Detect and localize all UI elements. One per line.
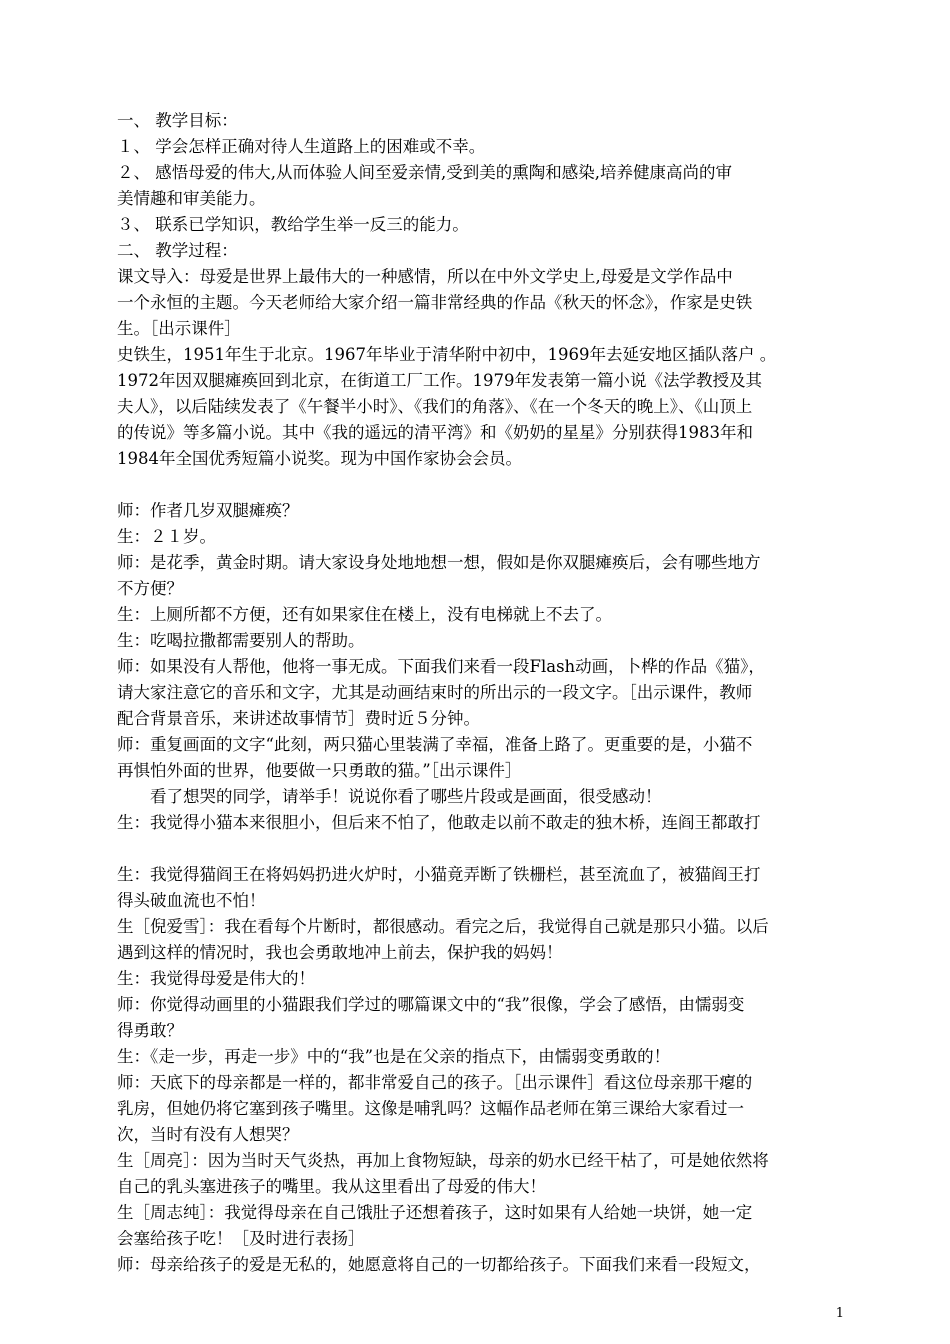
- goal-item-3: ３、 联系已学知识，教给学生举一反三的能力。: [117, 215, 469, 234]
- author-bio-line: 夫人》，以后陆续发表了《午餐半小时》、《我们的角落》、《在一个冬天的晚上》、《山顶上: [117, 397, 753, 416]
- dialogue-line: 遇到这样的情况时，我也会勇敢地冲上前去，保护我的妈妈！: [117, 943, 563, 962]
- dialogue-line: 师：天底下的母亲都是一样的，都非常爱自己的孩子。［出示课件］看这位母亲那干瘪的: [117, 1073, 753, 1092]
- dialogue-line: 得头破血流也不怕！: [117, 891, 266, 910]
- dialogue-line: 师：你觉得动画里的小猫跟我们学过的哪篇课文中的“我”很像，学会了感悟，由懦弱变: [117, 995, 745, 1014]
- dialogue-line: 师：作者几岁双腿瘫痪？: [117, 501, 299, 520]
- dialogue-line: 不方便？: [117, 579, 183, 598]
- dialogue-line: 生［倪爱雪］：我在看每个片断时，都很感动。看完之后，我觉得自己就是那只小猫。以后: [117, 917, 769, 936]
- heading-teaching-process: 二、 教学过程：: [117, 241, 238, 260]
- goal-item-1: １、 学会怎样正确对待人生道路上的困难或不幸。: [117, 137, 486, 156]
- document-body: [117, 108, 839, 1278]
- dialogue-line: 师：是花季，黄金时期。请大家设身处地地想一想，假如是你双腿瘫痪后，会有哪些地方: [117, 553, 761, 572]
- dialogue-line: 生：我觉得猫阎王在将妈妈扔进火炉时，小猫竟弄断了铁栅栏，甚至流血了，被猫阎王打: [117, 865, 761, 884]
- dialogue-line: 自己的乳头塞进孩子的嘴里。我从这里看出了母爱的伟大！: [117, 1177, 546, 1196]
- dialogue-line: 生：《走一步，再走一步》中的“我”也是在父亲的指点下，由懦弱变勇敢的！: [117, 1047, 671, 1066]
- dialogue-line: 生：我觉得小猫本来很胆小，但后来不怕了，他敢走以前不敢走的独木桥，连阎王都敢打: [117, 813, 761, 832]
- dialogue-line: 次，当时有没有人想哭？: [117, 1125, 299, 1144]
- dialogue-line: 看了想哭的同学，请举手！说说你看了哪些片段或是画面，很受感动！: [150, 787, 662, 806]
- dialogue-line: 请大家注意它的音乐和文字，尤其是动画结束时的所出示的一段文字。［出示课件，教师: [117, 683, 753, 702]
- goal-item-2-cont: 美情趣和审美能力。: [117, 189, 266, 208]
- author-bio-line: 的传说》等多篇小说。其中《我的遥远的清平湾》和《奶奶的星星》分别获得1983年和: [117, 423, 753, 442]
- author-bio-line: 1972年因双腿瘫痪回到北京，在街道工厂工作。1979年发表第一篇小说《法学教授及其: [117, 371, 762, 390]
- blank-line: [117, 836, 839, 862]
- goal-item-2: ２、 感悟母爱的伟大,从而体验人间至爱亲情,受到美的熏陶和感染,培养健康高尚的审: [117, 163, 732, 182]
- dialogue-line: 生［周志纯］：我觉得母亲在自己饿肚子还想着孩子，这时如果有人给她一块饼，她一定: [117, 1203, 753, 1222]
- heading-teaching-goals: 一、 教学目标：: [117, 111, 238, 130]
- intro-paragraph-line: 生。［出示课件］: [117, 319, 241, 338]
- dialogue-line: 生：吃喝拉撒都需要别人的帮助。: [117, 631, 365, 650]
- dialogue-line: 师：重复画面的文字“此刻，两只猫心里装满了幸福，准备上路了。更重要的是，小猫不: [117, 735, 753, 754]
- dialogue-line: 生［周亮］：因为当时天气炎热，再加上食物短缺，母亲的奶水已经干枯了，可是她依然将: [117, 1151, 769, 1170]
- dialogue-line: 会塞给孩子吃！［及时进行表扬］: [117, 1229, 365, 1248]
- author-bio-line: 1984年全国优秀短篇小说奖。现为中国作家协会会员。: [117, 449, 522, 468]
- intro-paragraph-line: 一个永恒的主题。今天老师给大家介绍一篇非常经典的作品《秋天的怀念》，作家是史铁: [117, 293, 753, 312]
- author-bio-line: 史铁生，1951年生于北京。1967年毕业于清华附中初中，1969年去延安地区插队落户 。: [117, 345, 777, 364]
- dialogue-line: 生：我觉得母爱是伟大的！: [117, 969, 315, 988]
- dialogue-line: 师：如果没有人帮他，他将一事无成。下面我们来看一段Flash动画，卜桦的作品《猫》，: [117, 657, 765, 676]
- blank-line: [117, 472, 839, 498]
- dialogue-line: 生：２１岁。: [117, 527, 216, 546]
- dialogue-line: 生：上厕所都不方便，还有如果家住在楼上，没有电梯就上不去了。: [117, 605, 612, 624]
- dialogue-line: 配合背景音乐，来讲述故事情节］费时近５分钟。: [117, 709, 480, 728]
- page-number: 1: [835, 1306, 844, 1321]
- dialogue-line: 师：母亲给孩子的爱是无私的，她愿意将自己的一切都给孩子。下面我们来看一段短文，: [117, 1255, 761, 1274]
- dialogue-line: 再惧怕外面的世界，他要做一只勇敢的猫。”［出示课件］: [117, 761, 522, 780]
- dialogue-line: 得勇敢？: [117, 1021, 183, 1040]
- intro-paragraph-line: 课文导入：母爱是世界上最伟大的一种感情，所以在中外文学史上,母爱是文学作品中: [117, 267, 733, 286]
- dialogue-line: 乳房，但她仍将它塞到孩子嘴里。这像是哺乳吗？这幅作品老师在第三课给大家看过一: [117, 1099, 744, 1118]
